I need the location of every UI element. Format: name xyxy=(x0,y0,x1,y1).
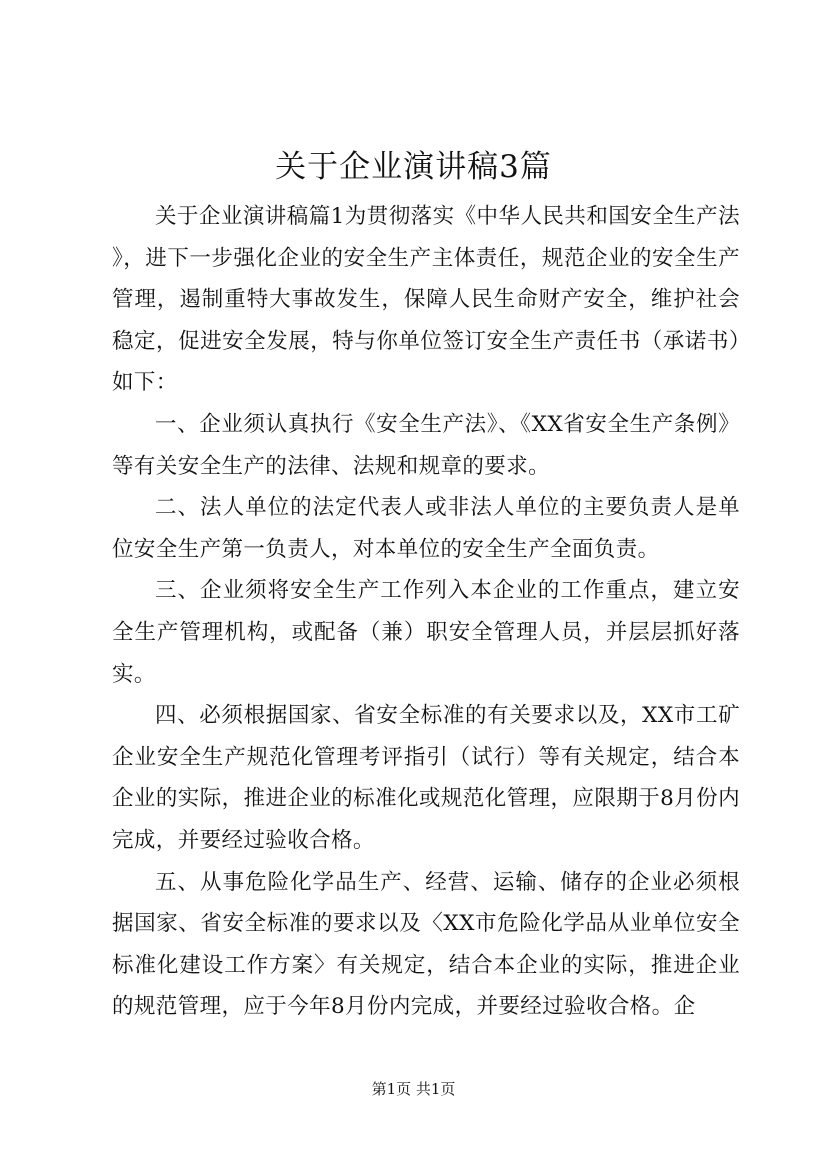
paragraph-item-3: 三、企业须将安全生产工作列入本企业的工作重点，建立安全生产管理机构，或配备（兼）职安全管理人员，并层层抓好落实。 xyxy=(112,578,740,687)
paragraph-item-5: 五、从事危险化学品生产、经营、运输、储存的企业必须根据国家、省安全标准的要求以及〈XX市危险化学品从业单位安全标准化建设工作方案〉有关规定，结合本企业的实际，推进企业的规范管理，应于今年8月份内完成，并要经过验收合格。企 xyxy=(112,869,740,1020)
document-title: 关于企业演讲稿3篇 xyxy=(275,149,552,185)
paragraph-item-4: 四、必须根据国家、省安全标准的有关要求以及，XX市工矿企业安全生产规范化管理考评指引（试行）等有关规定，结合本企业的实际，推进企业的标准化或规范化管理，应限期于8月份内完成，并要经过验收合格。 xyxy=(112,703,740,853)
paragraph-item-2: 二、法人单位的法定代表人或非法人单位的主要负责人是单位安全生产第一负责人，对本单位的安全生产全面负责。 xyxy=(112,495,740,562)
paragraph-item-1: 一、企业须认真执行《安全生产法》、《XX省安全生产条例》等有关安全生产的法律、法规和规章的要求。 xyxy=(112,411,740,479)
paragraph-intro: 关于企业演讲稿篇1为贯彻落实《中华人民共和国安全生产法》，进下一步强化企业的安全生产主体责任，规范企业的安全生产管理，遏制重特大事故发生，保障人民生命财产安全，维护社会稳定，促进安全发展，特与你单位签订安全生产责任书（承诺书）如下： xyxy=(112,204,740,396)
page-footer: 第1页 共1页 xyxy=(371,1080,456,1098)
document-body xyxy=(112,196,740,1028)
